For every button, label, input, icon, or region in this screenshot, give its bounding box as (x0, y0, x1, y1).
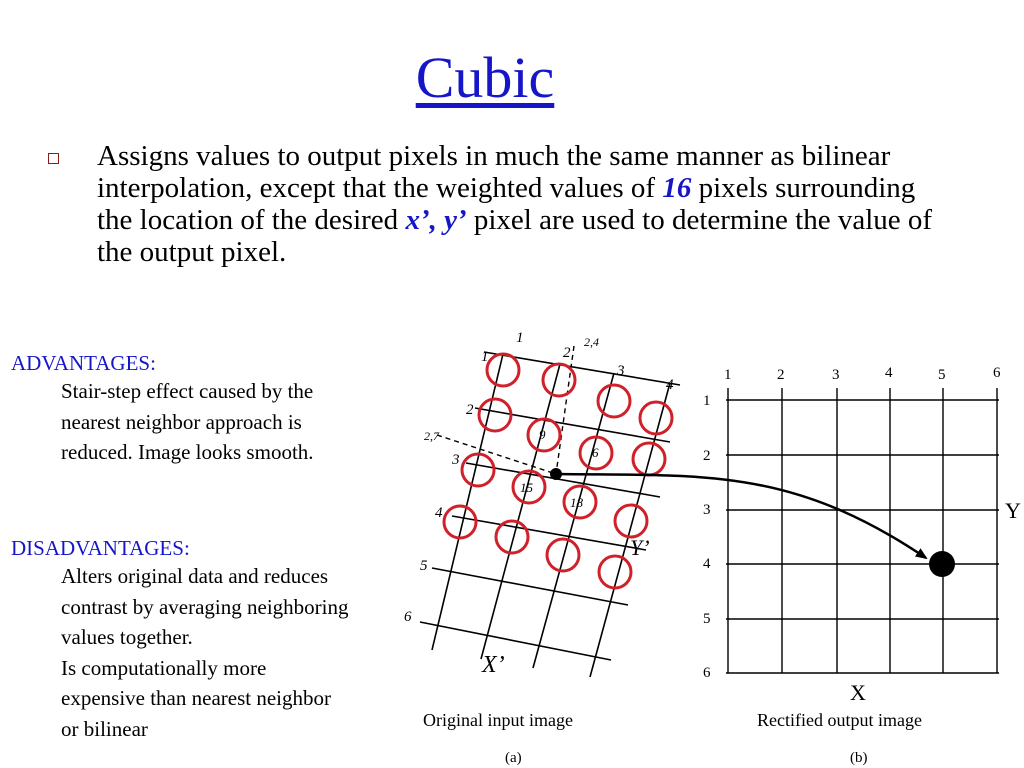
coord-label-2-7: 2,7 (424, 429, 439, 443)
square-bullet-icon (48, 153, 59, 164)
sample-circle (479, 399, 511, 431)
bullet-text-part1: Assigns values to output pixels in much the same manner as bilinear interpolation, except that the weighted values of (97, 140, 891, 204)
bullet-text-part2: pixels surrounding the location of the desired (97, 172, 916, 236)
input-col-label: 3 (617, 363, 625, 379)
sample-circle (640, 402, 672, 434)
output-axis-x-label: X (850, 680, 866, 705)
output-row-label: 1 (703, 393, 711, 409)
output-row-label: 5 (703, 611, 711, 627)
output-row-label: 2 (703, 448, 711, 464)
advantages-heading: ADVANTAGES: (11, 351, 156, 375)
input-grid (420, 346, 680, 677)
output-col-label: 5 (938, 367, 946, 383)
interpolation-figure (400, 322, 1024, 768)
input-row-label: 4 (435, 505, 443, 521)
pixel-number-label: 9 (539, 427, 546, 442)
bullet-text-part3: pixel are used to determine the value of the output pixel. (97, 204, 933, 268)
output-col-label: 1 (724, 367, 732, 383)
output-pixel-dot (929, 551, 955, 577)
input-row-label: 2 (466, 402, 474, 418)
input-row-label: 6 (404, 609, 412, 625)
disadvantages-text-2: Is computationally more expensive than nearest neighbor or bilinear (61, 655, 331, 741)
pixel-count: 16 (662, 172, 692, 204)
input-axis-y-label: Y’ (630, 535, 650, 560)
output-image-caption: Rectified output image (757, 710, 922, 730)
input-col-label: 2 (563, 345, 571, 361)
coord-label-2-4: 2,4 (584, 335, 599, 349)
sample-circle (615, 505, 647, 537)
input-col-label: 4 (666, 377, 674, 393)
mapping-arrow (556, 474, 926, 558)
input-row-label: 1 (481, 349, 489, 365)
input-image-caption: Original input image (423, 710, 573, 730)
advantages-text: Stair-step effect caused by the nearest neighbor approach is reduced. Image looks smooth. (61, 379, 314, 464)
sample-circle (598, 385, 630, 417)
advantages-section (11, 350, 351, 468)
pixel-number-label: 15 (520, 480, 533, 495)
output-col-label: 3 (832, 367, 840, 383)
output-col-label: 6 (993, 365, 1001, 381)
bullet-text (97, 140, 947, 268)
output-sublabel: (b) (850, 750, 868, 766)
input-row-label: 5 (420, 558, 428, 574)
disadvantages-heading: DISADVANTAGES: (11, 536, 190, 560)
output-axis-y-label: Y (1005, 498, 1021, 523)
disadvantages-section (11, 535, 351, 744)
output-row-label: 4 (703, 556, 711, 572)
output-row-label: 6 (703, 665, 711, 681)
output-col-label: 4 (885, 365, 893, 381)
input-row-label: 3 (452, 452, 460, 468)
input-sublabel: (a) (505, 750, 522, 766)
output-grid (726, 388, 999, 673)
sample-circle (487, 354, 519, 386)
slide-title: Cubic (415, 45, 555, 110)
pixel-number-label: 6 (592, 445, 599, 460)
pixel-number-label: 18 (570, 495, 583, 510)
input-col-label: 1 (516, 330, 524, 346)
sample-circle (547, 539, 579, 571)
pixel-coordinates: x’, y’ (405, 204, 467, 236)
output-col-label: 2 (777, 367, 785, 383)
input-axis-x-label: X’ (482, 652, 505, 678)
output-row-label: 3 (703, 502, 711, 518)
disadvantages-text-1: Alters original data and reduces contrast by averaging neighboring values together. (61, 564, 349, 649)
